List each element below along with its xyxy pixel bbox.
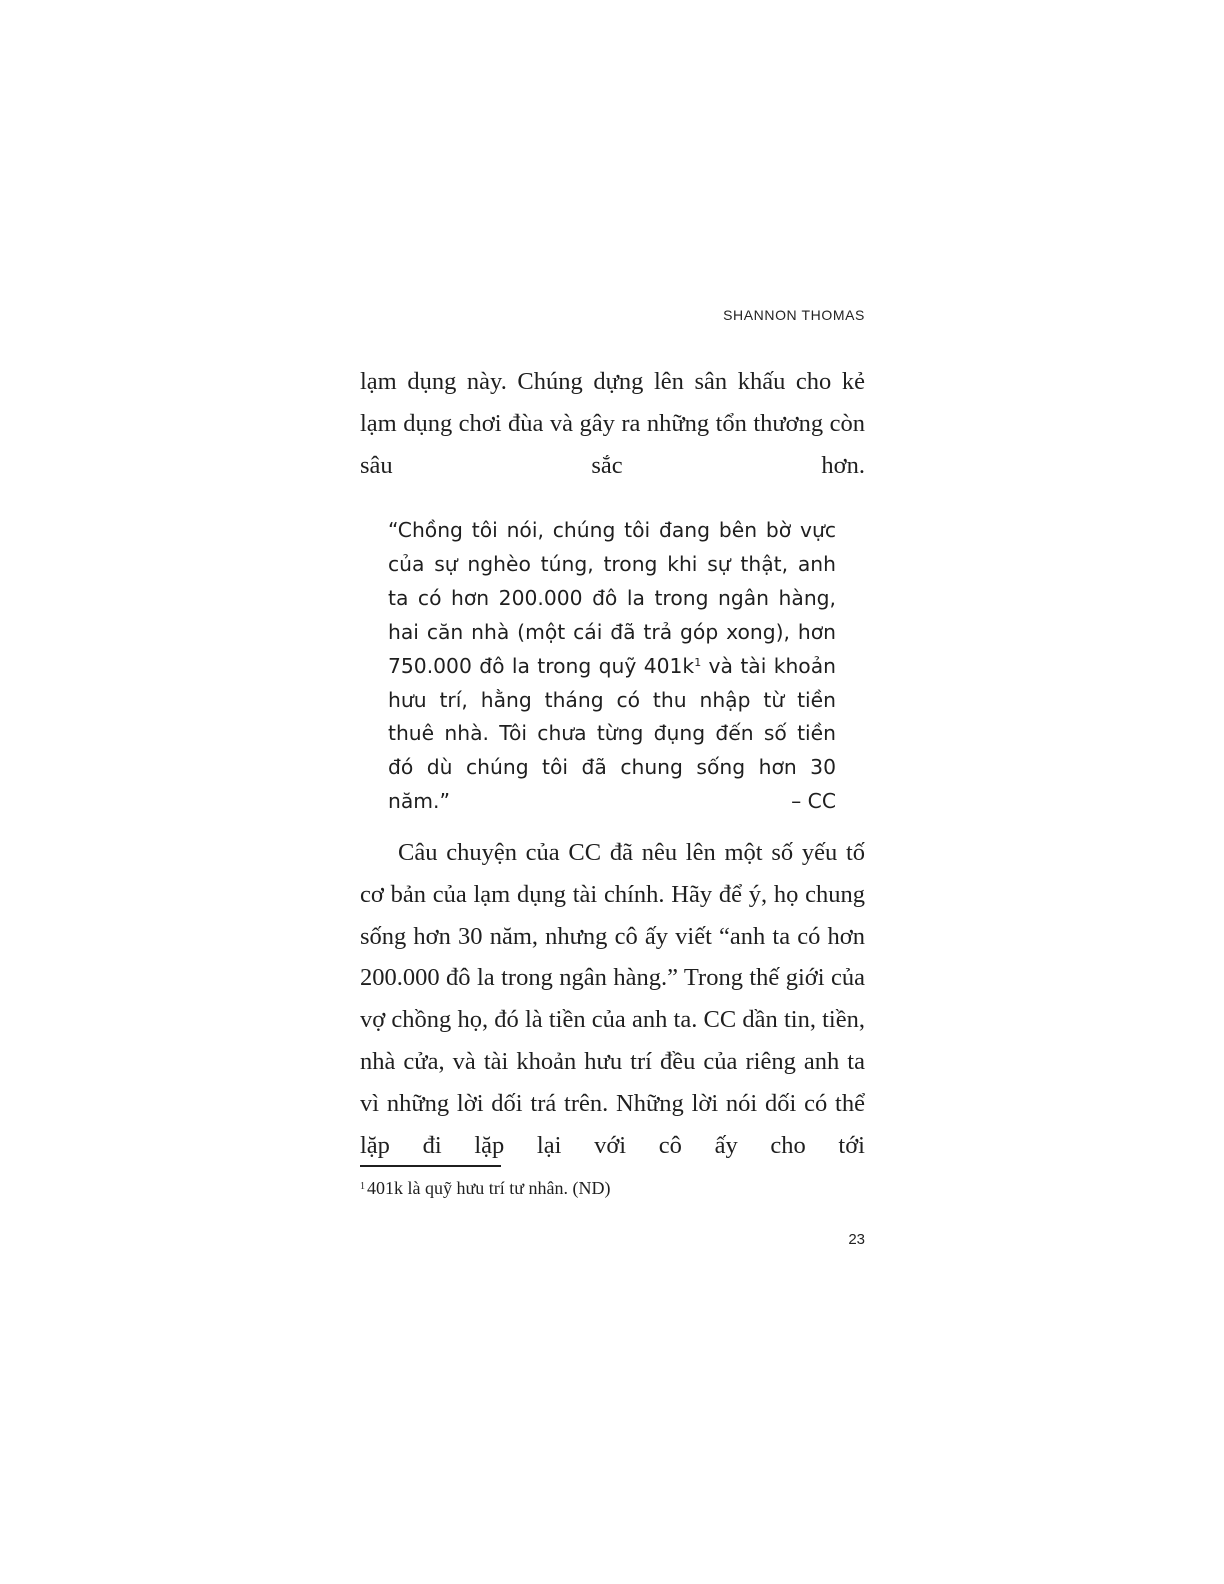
footnote-text: 401k là quỹ hưu trí tư nhân. (ND) — [367, 1178, 611, 1198]
paragraph-top: lạm dụng này. Chúng dựng lên sân khấu cho kẻ lạm dụng chơi đùa và gây ra những tổn thương còn sâu sắc hơn. — [360, 368, 865, 479]
footnote-divider — [360, 1165, 501, 1167]
running-head: SHANNON THOMAS — [723, 307, 865, 323]
footnote-reference: 1 — [694, 655, 702, 669]
quote-text-part-2: và tài khoản hưu trí, hằng tháng có thu nhập từ tiền thuê nhà. Tôi chưa từng đụng đến số tiền đó dù chúng tôi đã chung sống hơn 30 năm.” — [388, 653, 836, 814]
quote-attribution: – CC — [791, 789, 836, 813]
page-number: 23 — [848, 1231, 865, 1248]
footnote-marker: 1 — [360, 1180, 365, 1192]
block-quote — [388, 514, 836, 819]
paragraph-bottom: Câu chuyện của CC đã nêu lên một số yếu tố cơ bản của lạm dụng tài chính. Hãy để ý, họ chung sống hơn 30 năm, nhưng cô ấy viết “anh ta có hơn 200.000 đô la trong ngân hàng.” Trong thế giới của vợ chồng họ, đó là tiền của anh ta. CC dần tin, tiền, nhà cửa, và tài khoản hưu trí đều của riêng anh ta vì những lời dối trá trên. Những lời nói dối có thể lặp đi lặp lại với cô ấy cho tới — [360, 839, 865, 1159]
quote-text-part-1: “Chồng tôi nói, chúng tôi đang bên bờ vực của sự nghèo túng, trong khi sự thật, anh ta có hơn 200.000 đô la trong ngân hàng, hai căn nhà (một cái đã trả góp xong), hơn 750.000 đô la trong quỹ 401k — [388, 518, 836, 678]
footnote — [360, 1176, 865, 1200]
